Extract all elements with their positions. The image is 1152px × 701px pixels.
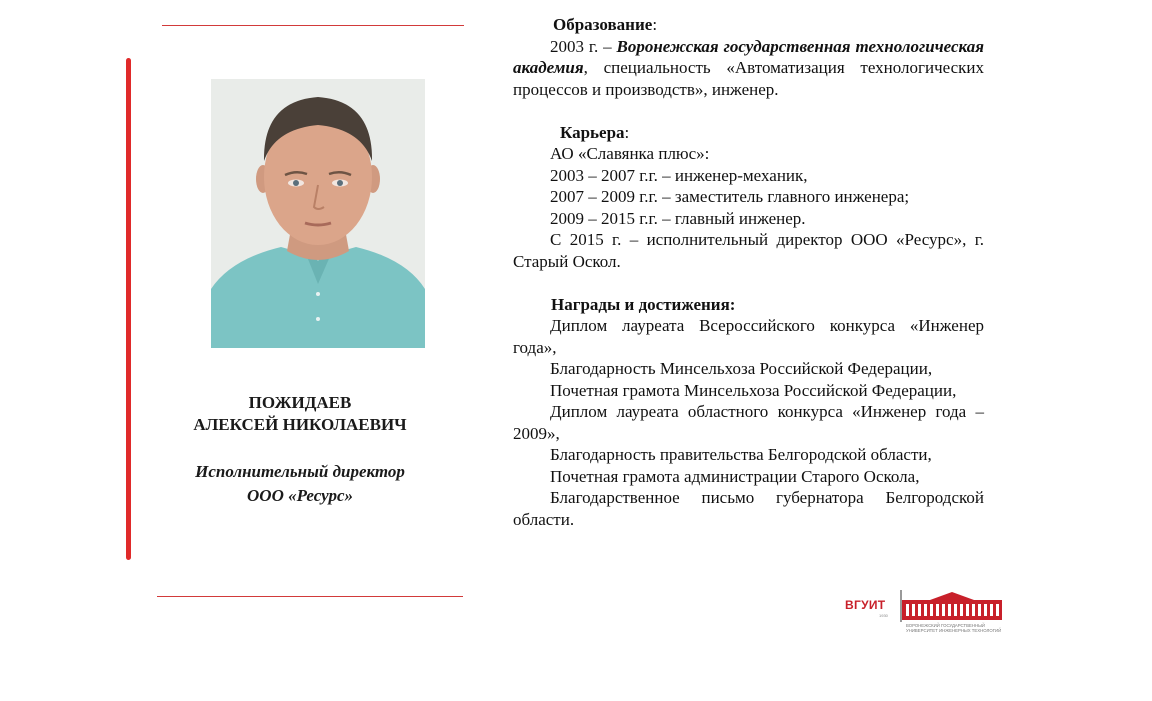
bottom-divider: [157, 596, 463, 597]
career-item: 2003 – 2007 г.г. – инженер-механик,: [550, 165, 808, 185]
person-surname: ПОЖИДАЕВ: [248, 393, 352, 412]
career-item: АО «Славянка плюс»:: [550, 144, 710, 163]
building-icon: [900, 590, 1006, 622]
award-item: Почетная грамота Минсельхоза Российской Федерации,: [550, 380, 957, 400]
logo-abbreviation: ВГУИТ: [845, 598, 886, 612]
career-item: С 2015 г. – исполнительный директор ООО «Ресурс», г. Старый Оскол.: [513, 230, 984, 271]
red-vertical-bar: [126, 58, 131, 560]
award-item: Почетная грамота администрации Старого Оскола,: [550, 466, 920, 486]
award-item: Диплом лауреата областного конкурса «Инженер года – 2009»,: [513, 402, 984, 443]
top-divider: [162, 25, 464, 26]
education-heading: Образование:: [553, 15, 658, 34]
career-item: 2007 – 2009 г.г. – заместитель главного инженера;: [550, 187, 910, 206]
logo-year: 1930: [879, 613, 888, 618]
university-logo: [843, 588, 1008, 643]
career-heading: Карьера:: [560, 122, 630, 142]
award-item: Диплом лауреата Всероссийского конкурса «Инженер года»,: [513, 316, 984, 357]
bio-text: [513, 14, 984, 530]
award-item: Благодарность правительства Белгородской области,: [550, 445, 932, 464]
education-text: 2003 г. – Воронежская государственная технологическая академия, специальность «Автоматизация технологических процессов и производств», инженер.: [513, 36, 984, 99]
person-company: ООО «Ресурс»: [247, 486, 353, 505]
person-name: [160, 392, 440, 436]
award-item: Благодарность Минсельхоза Российской Федерации,: [550, 359, 933, 378]
person-given-names: АЛЕКСЕЙ НИКОЛАЕВИЧ: [193, 415, 407, 434]
portrait-photo: [211, 79, 425, 348]
person-position: Исполнительный директор: [195, 462, 405, 481]
awards-heading: Награды и достижения:: [551, 294, 736, 314]
education-institution: Воронежская государственная технологическая академия: [513, 36, 984, 77]
award-item: Благодарственное письмо губернатора Белгородской области.: [513, 488, 984, 529]
logo-university-name: ВОРОНЕЖСКИЙ ГОСУДАРСТВЕННЫЙ УНИВЕРСИТЕТ ИНЖЕНЕРНЫХ ТЕХНОЛОГИЙ: [906, 623, 1002, 633]
career-item: 2009 – 2015 г.г. – главный инженер.: [550, 208, 806, 228]
person-role: [160, 460, 440, 508]
